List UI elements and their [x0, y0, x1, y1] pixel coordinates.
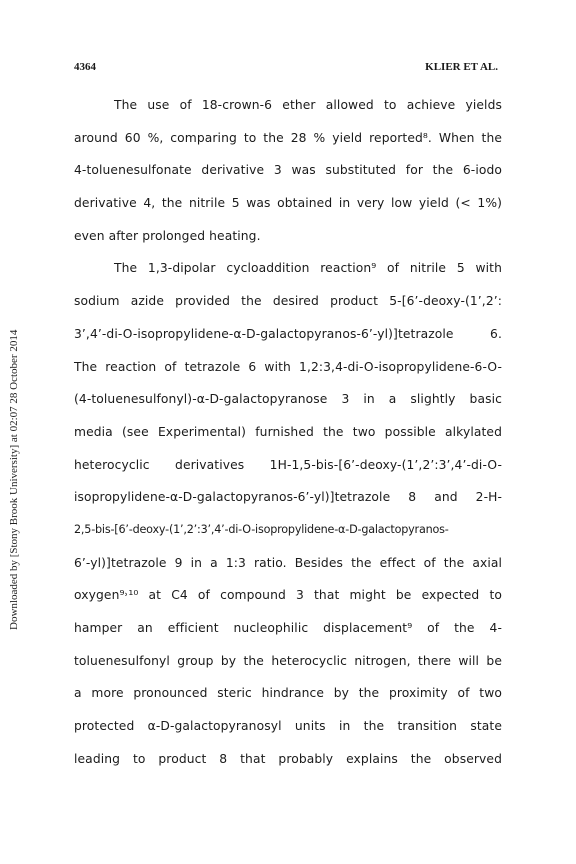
text-line: derivative 4, the nitrile 5 was obtained in very low yield (< 1%): [74, 196, 502, 211]
text-line: around 60 %, comparing to the 28 % yield reported⁸. When the: [74, 130, 502, 145]
text-line: 2,5-bis-[6’-deoxy-(1’,2’:3’,4’-di-O-isopropylidene-α-D-galactopyranos-: [74, 522, 449, 536]
text-line: leading to product 8 that probably explains the observed: [74, 751, 502, 766]
download-watermark: Downloaded by [Stony Brook University] at 02:07 28 October 2014: [8, 329, 20, 630]
text-line: hamper an efficient nucleophilic displacement⁹ of the 4-: [74, 621, 502, 635]
text-line: 6’-yl)]tetrazole 9 in a 1:3 ratio. Besides the effect of the axial: [74, 555, 502, 570]
text-line: 3’,4’-di-O-isopropylidene-α-D-galactopyranos-6’-yl)]tetrazole 6.: [74, 326, 502, 341]
text-line: 4-toluenesulfonate derivative 3 was substituted for the 6-iodo: [74, 163, 502, 178]
text-line: isopropylidene-α-D-galactopyranos-6’-yl)]tetrazole 8 and 2-H-: [74, 490, 502, 505]
page-number: 4364: [74, 61, 96, 73]
body-text: [74, 92, 502, 778]
text-line: even after prolonged heating.: [74, 228, 261, 243]
text-line: media (see Experimental) furnished the two possible alkylated: [74, 424, 502, 439]
running-title: KLIER ET AL.: [425, 61, 498, 73]
text-line: The use of 18-crown-6 ether allowed to achieve yields: [114, 98, 502, 112]
text-line: (4-toluenesulfonyl)-α-D-galactopyranose 3 in a slightly basic: [74, 392, 502, 407]
text-line: The reaction of tetrazole 6 with 1,2:3,4-di-O-isopropylidene-6-O-: [74, 359, 502, 374]
text-line: The 1,3-dipolar cycloaddition reaction⁹ of nitrile 5 with: [114, 261, 502, 276]
text-line: sodium azide provided the desired product 5-[6’-deoxy-(1’,2’:: [74, 294, 502, 309]
text-line: oxygen⁹˒¹⁰ at C4 of compound 3 that might be expected to: [74, 588, 502, 603]
text-line: protected α-D-galactopyranosyl units in the transition state: [74, 719, 502, 734]
text-line: toluenesulfonyl group by the heterocyclic nitrogen, there will be: [74, 653, 502, 668]
text-line: a more pronounced steric hindrance by the proximity of two: [74, 686, 502, 701]
text-line: heterocyclic derivatives 1H-1,5-bis-[6’-deoxy-(1’,2’:3’,4’-di-O-: [74, 457, 502, 472]
